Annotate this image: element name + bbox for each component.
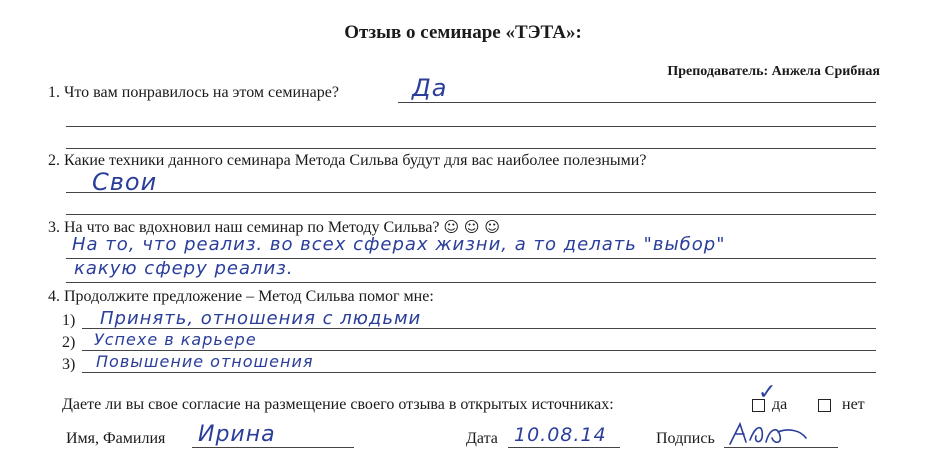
item-number: 3) [62, 356, 76, 373]
item-1-answer: Принять, отношения с людьми [100, 308, 422, 329]
answer-line [66, 148, 876, 149]
question-1-answer: Да [412, 74, 448, 102]
name-label: Имя, Фамилия [66, 430, 166, 447]
answer-line [66, 192, 876, 193]
answer-line [82, 372, 876, 373]
item-number: 2) [62, 334, 76, 351]
smiley-icons: ☺ ☺ ☺ [443, 218, 500, 236]
consent-no-checkbox[interactable] [818, 399, 831, 412]
date-value: 10.08.14 [514, 424, 607, 446]
teacher-label: Преподаватель: Анжела Срибная [667, 64, 880, 79]
answer-line [66, 282, 876, 283]
question-3-answer-line-2: какую сферу реализ. [74, 258, 294, 279]
consent-label: Даете ли вы свое согласие на размещение своего отзыва в открытых источниках: [62, 396, 614, 413]
checkmark-icon: ✓ [758, 380, 777, 405]
name-value: Ирина [198, 422, 276, 447]
signature-image [726, 418, 810, 450]
answer-line [66, 214, 876, 215]
name-line [192, 447, 354, 448]
item-3-answer: Повышение отношения [96, 352, 314, 371]
form-title: Отзыв о семинаре «ТЭТА»: [344, 22, 582, 43]
question-2-label: 2. Какие техники данного семинара Метода Сильва будут для вас наиболее полезными? [48, 152, 647, 169]
question-2-answer: Свои [92, 168, 158, 196]
item-2-answer: Успехе в карьере [94, 330, 257, 349]
question-1-label: 1. Что вам понравилось на этом семинаре? [48, 84, 339, 101]
question-4-label: 4. Продолжите предложение – Метод Сильва помог мне: [48, 288, 434, 305]
answer-line [398, 102, 876, 103]
date-label: Дата [466, 430, 498, 447]
answer-line [66, 126, 876, 127]
item-number: 1) [62, 312, 76, 329]
answer-line [82, 350, 876, 351]
question-3-answer-line-1: На то, что реализ. во всех сферах жизни, а то делать "выбор" [72, 234, 726, 255]
signature-label: Подпись [656, 430, 715, 447]
question-3-text: 3. На что вас вдохновил наш семинар по Методу Сильва? [48, 219, 440, 236]
consent-yes-label: да [772, 396, 788, 413]
consent-no-label: нет [842, 396, 865, 413]
date-line [508, 447, 620, 448]
